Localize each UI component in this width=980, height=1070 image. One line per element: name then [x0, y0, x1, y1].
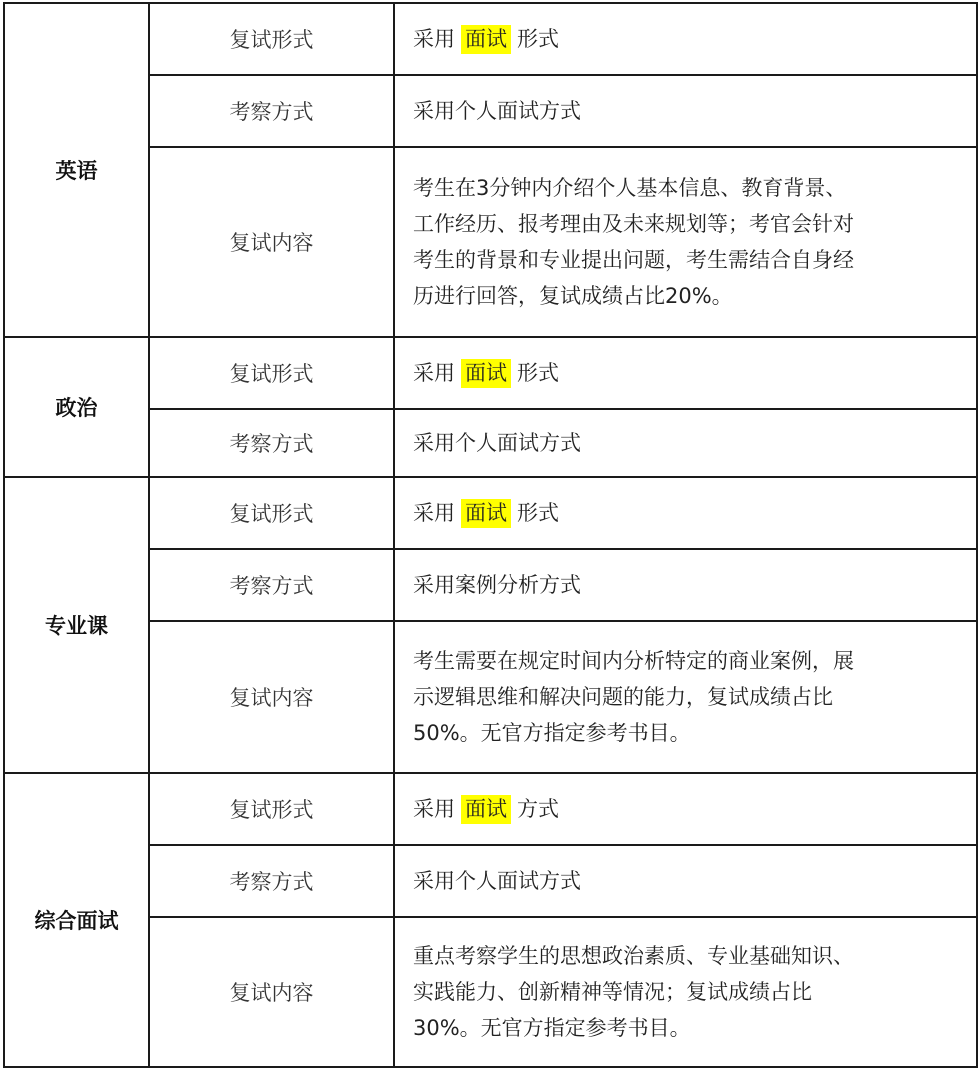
description-text: 采用: [413, 27, 455, 51]
description-line: 工作经历、报考理由及未来规划等；考官会针对: [413, 212, 854, 236]
table-row: [4, 477, 977, 549]
subject-cell-comprehensive-interview: 综合面试: [4, 773, 149, 1067]
description-cell: [394, 917, 977, 1067]
table-row: [4, 337, 977, 409]
item-label: 考察方式: [149, 409, 394, 477]
table-row: [4, 845, 977, 917]
table-row: [4, 75, 977, 147]
item-label: 复试内容: [149, 917, 394, 1067]
item-label: 复试形式: [149, 3, 394, 75]
highlighted-term: 面试: [461, 359, 511, 388]
item-label: 考察方式: [149, 549, 394, 621]
description-text: 采用: [413, 797, 455, 821]
description-cell: 采用个人面试方式: [394, 409, 977, 477]
table-row: [4, 147, 977, 337]
description-cell: 采用案例分析方式: [394, 549, 977, 621]
subject-cell-major: 专业课: [4, 477, 149, 773]
description-cell: [394, 773, 977, 845]
description-line: 考生需要在规定时间内分析特定的商业案例，展: [413, 649, 854, 673]
description-text: 采用: [413, 361, 455, 385]
description-line: 历进行回答，复试成绩占比20%。: [413, 284, 733, 308]
item-label: 复试内容: [149, 621, 394, 773]
item-label: 复试内容: [149, 147, 394, 337]
description-cell: [394, 147, 977, 337]
item-label: 复试形式: [149, 477, 394, 549]
description-text: 形式: [517, 27, 559, 51]
item-label: 考察方式: [149, 845, 394, 917]
description-line: 示逻辑思维和解决问题的能力，复试成绩占比: [413, 685, 833, 709]
subject-cell-politics: 政治: [4, 337, 149, 477]
description-cell: [394, 621, 977, 773]
subject-cell-english: 英语: [4, 3, 149, 337]
table-row: [4, 409, 977, 477]
description-cell: 采用个人面试方式: [394, 75, 977, 147]
description-cell: [394, 3, 977, 75]
description-line: 50%。无官方指定参考书目。: [413, 721, 691, 745]
exam-table: [3, 2, 978, 1068]
highlighted-term: 面试: [461, 795, 511, 824]
item-label: 复试形式: [149, 773, 394, 845]
item-label: 复试形式: [149, 337, 394, 409]
description-line: 考生的背景和专业提出问题，考生需结合自身经: [413, 248, 854, 272]
table-row: [4, 621, 977, 773]
table-row: [4, 773, 977, 845]
description-line: 重点考察学生的思想政治素质、专业基础知识、: [413, 944, 854, 968]
description-line: 30%。无官方指定参考书目。: [413, 1016, 691, 1040]
description-text: 方式: [517, 797, 559, 821]
description-line: 考生在3分钟内介绍个人基本信息、教育背景、: [413, 176, 847, 200]
description-line: 实践能力、创新精神等情况；复试成绩占比: [413, 980, 812, 1004]
description-cell: [394, 337, 977, 409]
description-cell: [394, 477, 977, 549]
table-row: [4, 917, 977, 1067]
item-label: 考察方式: [149, 75, 394, 147]
description-cell: 采用个人面试方式: [394, 845, 977, 917]
table-row: [4, 3, 977, 75]
highlighted-term: 面试: [461, 25, 511, 54]
description-text: 形式: [517, 501, 559, 525]
highlighted-term: 面试: [461, 499, 511, 528]
description-text: 形式: [517, 361, 559, 385]
description-text: 采用: [413, 501, 455, 525]
table-row: [4, 549, 977, 621]
